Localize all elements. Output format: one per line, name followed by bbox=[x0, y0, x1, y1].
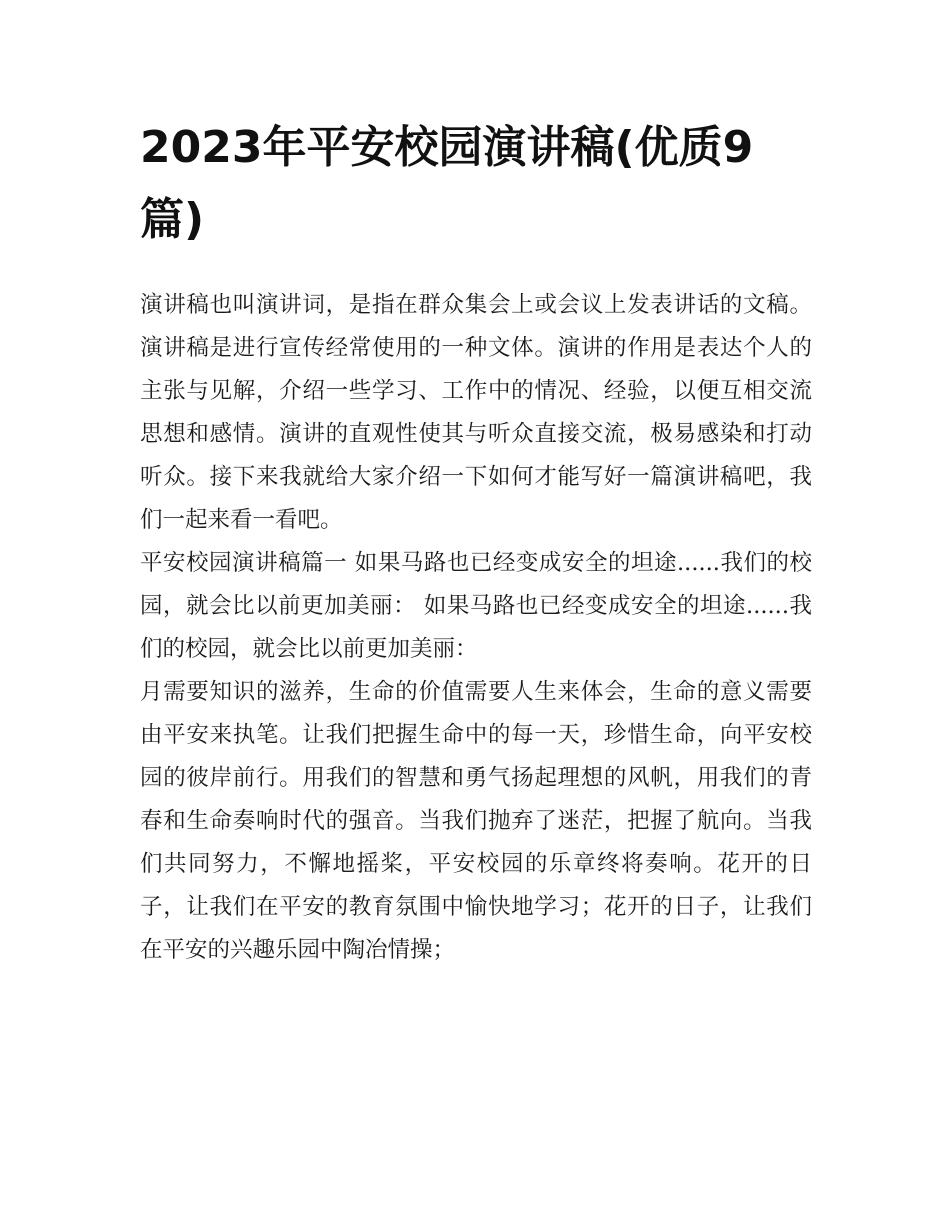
document-body bbox=[140, 112, 812, 972]
body-paragraph: 月需要知识的滋养，生命的价值需要人生来体会，生命的意义需要由平安来执笔。让我们把握生命中的每一天，珍惜生命，向平安校园的彼岸前行。用我们的智慧和勇气扬起理想的风帆，用我们的青春和生命奏响时代的强音。当我们抛弃了迷茫，把握了航向。当我们共同努力，不懈地摇桨，平安校园的乐章终将奏响。花开的日子，让我们在平安的教育氛围中愉快地学习；花开的日子，让我们在平安的兴趣乐园中陶冶情操； bbox=[140, 679, 812, 963]
document-title: 2023年平安校园演讲稿(优质9篇) bbox=[140, 122, 754, 245]
intro-paragraph: 演讲稿也叫演讲词，是指在群众集会上或会议上发表讲话的文稿。演讲稿是进行宣传经常使用的一种文体。演讲的作用是表达个人的主张与见解，介绍一些学习、工作中的情况、经验，以便互相交流思想和感情。演讲的直观性使其与听众直接交流，极易感染和打动听众。接下来我就给大家介绍一下如何才能写好一篇演讲稿吧，我们一起来看一看吧。 bbox=[140, 292, 812, 533]
section-one-paragraph: 平安校园演讲稿篇一 如果马路也已经变成安全的坦途......我们的校园，就会比以前更加美丽： 如果马路也已经变成安全的坦途......我们的校园，就会比以前更加美丽： bbox=[140, 550, 812, 662]
